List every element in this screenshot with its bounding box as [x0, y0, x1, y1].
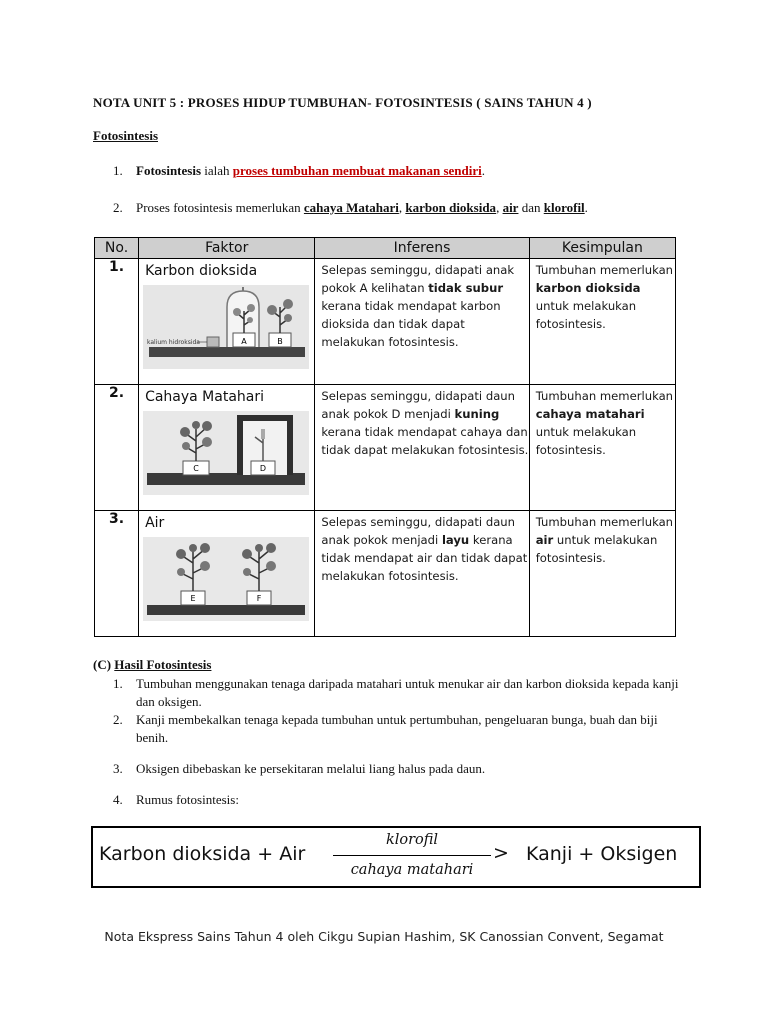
period: .	[481, 163, 485, 178]
formula-arrow-head: >	[493, 842, 509, 864]
factor-karbon: karbon dioksida	[405, 200, 497, 215]
definition-highlight: proses tumbuhan membuat makanan sendiri	[232, 163, 482, 178]
kesimpulan-cell	[529, 385, 675, 511]
factor-klorofil: klorofil	[543, 200, 585, 215]
list-number: 3.	[113, 761, 123, 776]
list-text: Kanji membekalkan tenaga kepada tumbuhan untuk pertumbuhan, pengeluaran bunga, buah dan biji benih.	[136, 712, 658, 745]
header-faktor: Faktor	[139, 238, 315, 259]
inferens-cell	[315, 259, 529, 385]
footer-credit: Nota Ekspress Sains Tahun 4 oleh Cikgu Supian Hashim, SK Canossian Convent, Segamat	[104, 929, 664, 944]
faktor-name: Air	[145, 515, 165, 531]
list-number: 4.	[113, 792, 123, 807]
list-number: 2.	[113, 712, 123, 727]
faktor-cell	[139, 259, 315, 385]
pot-label: B	[277, 337, 283, 346]
hasil-heading	[93, 657, 211, 673]
kesimpulan-cell	[529, 511, 675, 637]
lead-text: Proses fotosintesis memerlukan	[136, 200, 304, 215]
pot-label: F	[256, 594, 262, 603]
row-number: 3.	[95, 511, 139, 637]
faktor-name: Karbon dioksida	[145, 263, 258, 279]
kesimpulan-text: Tumbuhan memerlukan cahaya matahari untuk melakukan fotosintesis.	[535, 389, 674, 457]
inferens-text: Selepas seminggu, didapati daun anak pokok menjadi layu kerana tidak mendapat air dan tidak dapat melakukan fotosintesis.	[321, 515, 528, 583]
table-row	[95, 511, 676, 637]
heading-prefix: (C)	[93, 657, 115, 672]
formula-arrow-line	[333, 855, 491, 856]
kesimpulan-text: Tumbuhan memerlukan air untuk melakukan fotosintesis.	[535, 515, 674, 565]
experiment-dark-box-image	[143, 411, 309, 495]
list-number: 1.	[113, 676, 123, 691]
table-row	[95, 385, 676, 511]
inferens-cell	[315, 385, 529, 511]
list-text: Oksigen dibebaskan ke persekitaran melalui liang halus pada daun.	[136, 761, 486, 776]
separator: ,	[496, 200, 503, 215]
list-text: Tumbuhan menggunakan tenaga daripada matahari untuk menukar air dan karbon dioksida kepada kanji dan oksigen.	[136, 676, 679, 709]
row-number: 2.	[95, 385, 139, 511]
formula-products: Kanji + Oksigen	[526, 843, 678, 865]
table-header-row	[95, 238, 676, 259]
list-text: Rumus fotosintesis:	[136, 792, 239, 807]
pot-label: C	[193, 464, 199, 473]
separator: dan	[518, 200, 544, 215]
section-heading: Fotosintesis	[93, 128, 158, 143]
heading-text: Hasil Fotosintesis	[114, 657, 212, 672]
pot-label: D	[259, 464, 267, 473]
factor-cahaya: cahaya Matahari	[303, 200, 399, 215]
header-inferens: Inferens	[315, 238, 529, 259]
pot-label: E	[190, 594, 196, 603]
separator: ,	[398, 200, 406, 215]
row-number: 1.	[95, 259, 139, 385]
header-no: No.	[95, 238, 139, 259]
inferens-cell	[315, 511, 529, 637]
faktor-name: Cahaya Matahari	[145, 389, 265, 405]
kesimpulan-cell	[529, 259, 675, 385]
inferens-text: Selepas seminggu, didapati daun anak pokok D menjadi kuning kerana tidak mendapat cahaya dan tidak dapat melakukan fotosintesis.	[321, 389, 529, 457]
table-row	[95, 259, 676, 385]
period: .	[584, 200, 588, 215]
experiment-bell-jar-image	[143, 285, 309, 369]
bold-term: Fotosintesis	[136, 163, 201, 178]
pot-label: A	[241, 337, 247, 346]
document-title: NOTA UNIT 5 : PROSES HIDUP TUMBUHAN- FOTOSINTESIS ( SAINS TAHUN 4 )	[93, 95, 592, 110]
header-kesimpulan: Kesimpulan	[529, 238, 675, 259]
experiment-water-image	[143, 537, 309, 621]
faktor-cell	[139, 385, 315, 511]
faktor-cell	[139, 511, 315, 637]
factor-air: air	[502, 200, 519, 215]
image-label: kalium hidroksida	[147, 339, 201, 346]
intro-item-1	[113, 163, 485, 179]
list-number: 2.	[113, 200, 123, 215]
factor-table	[94, 237, 676, 637]
connector-text: ialah	[201, 163, 233, 178]
kesimpulan-text: Tumbuhan memerlukan karbon dioksida untuk melakukan fotosintesis.	[535, 263, 674, 331]
inferens-text: Selepas seminggu, didapati anak pokok A kelihatan tidak subur kerana tidak mendapat karbon dioksida dan tidak dapat melakukan fotosintesis.	[321, 263, 515, 349]
formula-over-arrow: klorofil	[385, 832, 439, 848]
formula-under-arrow: cahaya matahari	[350, 862, 474, 878]
intro-item-2	[113, 200, 588, 216]
list-number: 1.	[113, 163, 123, 178]
photosynthesis-formula-box	[91, 826, 701, 888]
formula-reactants: Karbon dioksida + Air	[99, 843, 306, 865]
